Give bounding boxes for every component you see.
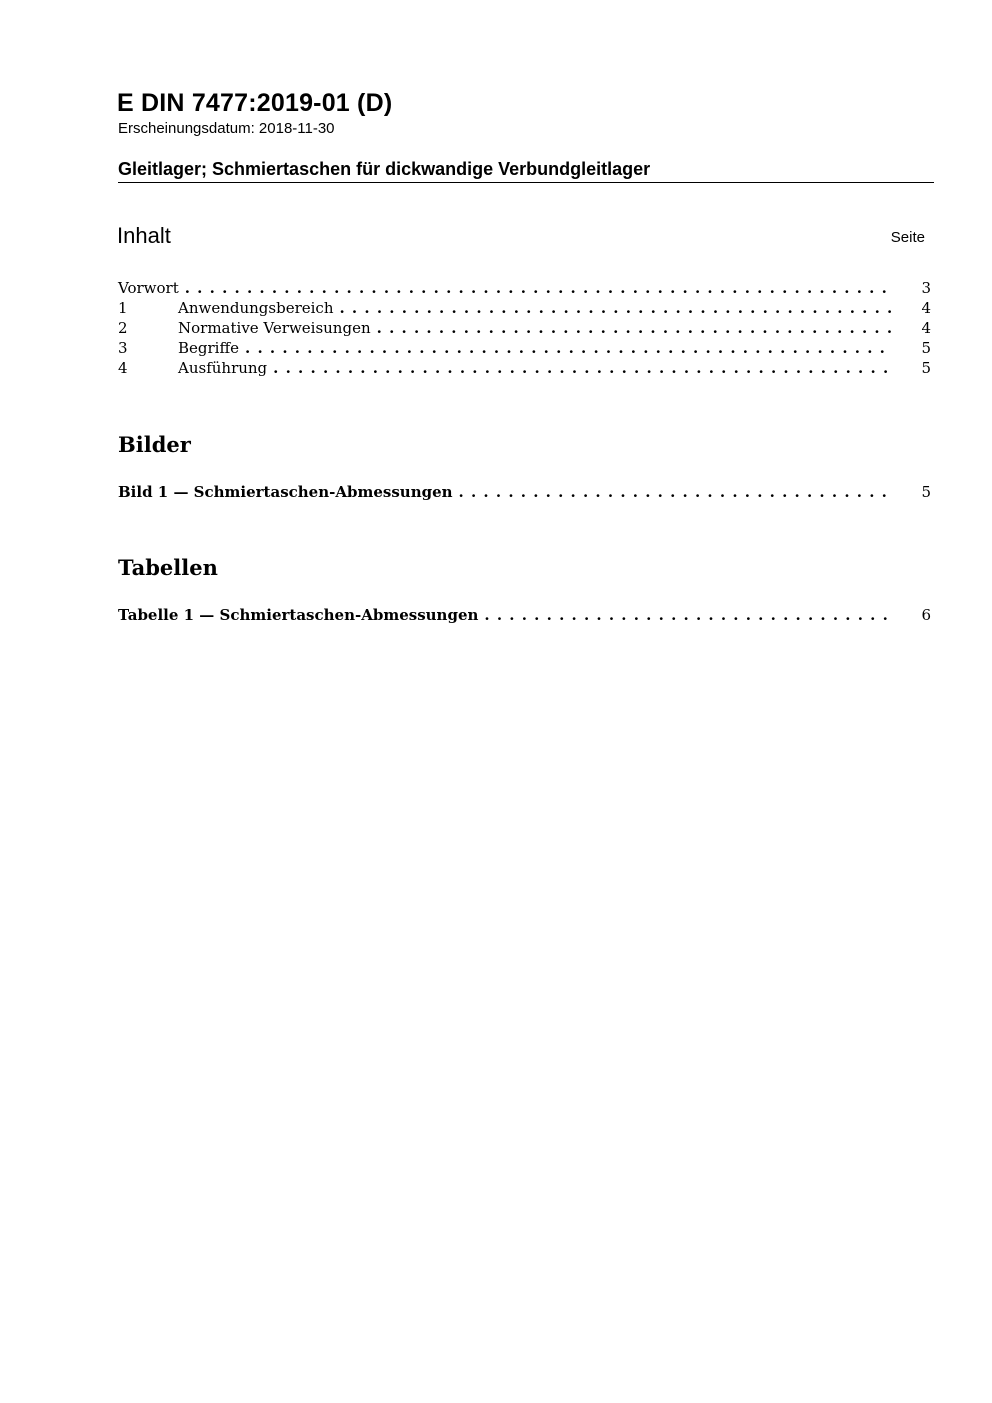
toc-entry-number: 4	[118, 359, 128, 377]
toc-entry-label: Normative Verweisungen	[178, 319, 371, 337]
dot-leader	[484, 605, 893, 625]
dot-leader	[459, 482, 893, 502]
figure-entry-label: Bild 1 — Schmiertaschen-Abmessungen	[118, 483, 453, 501]
dot-leader	[245, 338, 893, 358]
toc-entry-label: Anwendungsbereich	[178, 299, 334, 317]
toc-entry-page: 4	[921, 299, 931, 317]
toc-entry-label: Begriffe	[178, 339, 240, 357]
toc-entry-1[interactable]	[118, 298, 931, 318]
toc-list	[118, 278, 931, 378]
tables-heading: Tabellen	[118, 555, 218, 580]
toc-entry-page: 4	[921, 319, 931, 337]
figure-entry-page: 5	[921, 483, 931, 501]
document-id: E DIN 7477:2019-01 (D)	[117, 89, 393, 117]
tables-list	[118, 605, 931, 625]
dot-leader	[339, 298, 893, 318]
toc-entry-number: 2	[118, 319, 128, 337]
dot-leader	[185, 278, 893, 298]
figures-heading: Bilder	[118, 432, 191, 457]
dot-leader	[377, 318, 893, 338]
table-entry-label: Tabelle 1 — Schmiertaschen-Abmessungen	[118, 606, 479, 624]
toc-entry-page: 5	[921, 339, 931, 357]
table-entry-page: 6	[921, 606, 931, 624]
toc-entry-4[interactable]	[118, 358, 931, 378]
figures-list	[118, 482, 931, 502]
document-title: Gleitlager; Schmiertaschen für dickwandige Verbundgleitlager	[118, 158, 934, 183]
toc-entry-label: Ausführung	[178, 359, 268, 377]
publication-date: Erscheinungsdatum: 2018-11-30	[118, 120, 335, 137]
toc-entry-2[interactable]	[118, 318, 931, 338]
toc-heading: Inhalt	[117, 223, 171, 248]
figure-entry-1[interactable]	[118, 482, 931, 502]
page-column-label: Seite	[890, 229, 925, 246]
dot-leader	[273, 358, 893, 378]
toc-entry-page: 5	[921, 359, 931, 377]
toc-entry-vorwort[interactable]	[118, 278, 931, 298]
table-entry-1[interactable]	[118, 605, 931, 625]
toc-entry-label: Vorwort	[118, 279, 179, 297]
toc-entry-number: 1	[118, 299, 128, 317]
toc-entry-number: 3	[118, 339, 128, 357]
toc-entry-page: 3	[921, 279, 931, 297]
toc-entry-3[interactable]	[118, 338, 931, 358]
